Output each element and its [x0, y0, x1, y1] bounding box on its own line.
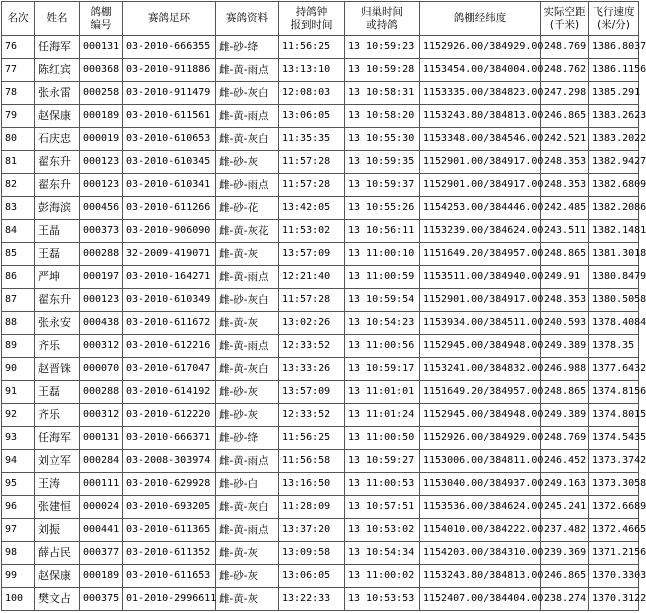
cell-distance: 249.163: [541, 473, 589, 496]
results-body: [2, 36, 646, 611]
table-row: [2, 36, 639, 59]
cell-ring: 03-2010-164271: [123, 266, 216, 289]
cell-clock-time: 13:09:58: [279, 542, 345, 565]
cell-info: 雌-黄-灰: [216, 542, 279, 565]
cell-rank: 87: [2, 289, 35, 312]
table-row: [2, 335, 639, 358]
cell-loft-no: 000123: [80, 174, 123, 197]
cell-ring: 03-2010-611365: [123, 519, 216, 542]
cell-clock-time: 11:53:02: [279, 220, 345, 243]
cell-loft-no: 000441: [80, 519, 123, 542]
cell-info: 雌-黄-雨点: [216, 105, 279, 128]
results-sheet: [1, 1, 646, 611]
cell-name: 陈红宾: [35, 59, 80, 82]
cell-info: 雌-黄-雨点: [216, 266, 279, 289]
table-row: [2, 496, 639, 519]
cell-clock-time: 11:56:58: [279, 450, 345, 473]
cell-return-time: 13 11:00:59: [345, 266, 420, 289]
header-speed: [589, 2, 639, 36]
cell-name: 翟东升: [35, 151, 80, 174]
cell-return-time: 13 10:55:30: [345, 128, 420, 151]
cell-return-time: 13 10:57:51: [345, 496, 420, 519]
cell-speed: 1373.3742: [589, 450, 639, 473]
cell-distance: 248.353: [541, 174, 589, 197]
cell-rank: 86: [2, 266, 35, 289]
cell-coords: 1152945.00/384948.00: [420, 335, 541, 358]
cell-ring: 03-2010-911886: [123, 59, 216, 82]
cell-loft-no: 000377: [80, 542, 123, 565]
cell-return-time: 13 10:58:20: [345, 105, 420, 128]
cell-loft-no: 000019: [80, 128, 123, 151]
table-row: [2, 519, 639, 542]
cell-info: 雌-砂-花: [216, 197, 279, 220]
cell-loft-no: 000312: [80, 404, 123, 427]
table-row: [2, 542, 639, 565]
cell-return-time: 13 11:01:24: [345, 404, 420, 427]
cell-name: 赵保康: [35, 105, 80, 128]
cell-speed: 1377.6432: [589, 358, 639, 381]
cell-coords: 1153511.00/384940.00: [420, 266, 541, 289]
cell-ring: 03-2010-610341: [123, 174, 216, 197]
header-name: 姓名: [35, 2, 80, 36]
header-loft-no-label: 鸽棚 编号: [90, 5, 112, 31]
table-row: [2, 588, 639, 611]
header-row: [2, 2, 639, 36]
cell-distance: 249.91: [541, 266, 589, 289]
cell-name: 任海军: [35, 427, 80, 450]
header-speed-label: 飞行速度 (米/分): [592, 5, 635, 31]
cell-rank: 97: [2, 519, 35, 542]
cell-coords: 1153040.00/384937.00: [420, 473, 541, 496]
cell-return-time: 13 10:59:37: [345, 174, 420, 197]
cell-coords: 1153934.00/384511.00: [420, 312, 541, 335]
cell-name: 王磊: [35, 243, 80, 266]
table-row: [2, 220, 639, 243]
cell-name: 任海军: [35, 36, 80, 59]
cell-distance: 248.769: [541, 36, 589, 59]
cell-distance: 248.865: [541, 381, 589, 404]
cell-distance: 248.353: [541, 151, 589, 174]
cell-return-time: 13 11:00:53: [345, 473, 420, 496]
cell-speed: 1378.4084: [589, 312, 639, 335]
cell-info: 雌-黄-灰: [216, 588, 279, 611]
cell-rank: 78: [2, 82, 35, 105]
cell-loft-no: 000024: [80, 496, 123, 519]
cell-distance: 248.865: [541, 243, 589, 266]
table-row: [2, 473, 639, 496]
cell-name: 薛占民: [35, 542, 80, 565]
cell-clock-time: 12:33:52: [279, 335, 345, 358]
cell-ring: 01-2010-2996611: [123, 588, 216, 611]
table-row: [2, 174, 639, 197]
cell-info: 雌-砂-灰: [216, 151, 279, 174]
cell-rank: 79: [2, 105, 35, 128]
cell-rank: 83: [2, 197, 35, 220]
cell-return-time: 13 11:00:02: [345, 565, 420, 588]
table-row: [2, 197, 639, 220]
cell-clock-time: 13:37:20: [279, 519, 345, 542]
cell-return-time: 13 10:59:27: [345, 450, 420, 473]
cell-distance: 246.452: [541, 450, 589, 473]
cell-coords: 1153241.00/384832.00: [420, 358, 541, 381]
cell-ring: 03-2010-666355: [123, 36, 216, 59]
cell-loft-no: 000284: [80, 450, 123, 473]
race-results-table: [1, 1, 646, 611]
cell-ring: 03-2010-611352: [123, 542, 216, 565]
cell-info: 雌-黄-灰花: [216, 220, 279, 243]
cell-loft-no: 000070: [80, 358, 123, 381]
cell-ring: 03-2010-611561: [123, 105, 216, 128]
cell-loft-no: 000123: [80, 289, 123, 312]
cell-coords: 1152901.00/384917.00: [420, 174, 541, 197]
table-row: [2, 82, 639, 105]
cell-distance: 246.865: [541, 105, 589, 128]
cell-speed: 1381.3018: [589, 243, 639, 266]
cell-name: 樊文占: [35, 588, 80, 611]
cell-coords: 1153239.00/384624.00: [420, 220, 541, 243]
cell-info: 雌-砂-白: [216, 473, 279, 496]
cell-info: 雌-砂-灰: [216, 381, 279, 404]
cell-clock-time: 13:06:05: [279, 105, 345, 128]
cell-return-time: 13 10:59:54: [345, 289, 420, 312]
cell-name: 刘振: [35, 519, 80, 542]
table-row: [2, 381, 639, 404]
cell-ring: 03-2010-611653: [123, 565, 216, 588]
cell-rank: 84: [2, 220, 35, 243]
cell-coords: 1152901.00/384917.00: [420, 151, 541, 174]
cell-loft-no: 000189: [80, 105, 123, 128]
cell-rank: 90: [2, 358, 35, 381]
cell-clock-time: 12:33:52: [279, 404, 345, 427]
cell-info: 雌-黄-灰: [216, 312, 279, 335]
cell-distance: 246.865: [541, 565, 589, 588]
cell-return-time: 13 10:59:28: [345, 59, 420, 82]
cell-clock-time: 11:28:09: [279, 496, 345, 519]
cell-ring: 03-2010-610653: [123, 128, 216, 151]
cell-info: 雌-砂-绛: [216, 427, 279, 450]
cell-name: 赵晋铢: [35, 358, 80, 381]
header-ring: 赛鸽足环: [123, 2, 216, 36]
table-row: [2, 450, 639, 473]
cell-distance: 242.521: [541, 128, 589, 151]
table-row: [2, 565, 639, 588]
cell-name: 王涛: [35, 473, 80, 496]
cell-ring: 32-2009-419071: [123, 243, 216, 266]
table-row: [2, 105, 639, 128]
cell-ring: 03-2010-611266: [123, 197, 216, 220]
cell-speed: 1380.8479: [589, 266, 639, 289]
cell-loft-no: 000288: [80, 243, 123, 266]
cell-clock-time: 13:42:05: [279, 197, 345, 220]
cell-name: 张永安: [35, 312, 80, 335]
cell-distance: 239.369: [541, 542, 589, 565]
cell-speed: 1372.6689: [589, 496, 639, 519]
header-return-time-label: 归巢时间 或持鸽: [361, 5, 403, 31]
cell-info: 雌-砂-绛: [216, 36, 279, 59]
header-rank: 名次: [2, 2, 35, 36]
cell-ring: 03-2010-611672: [123, 312, 216, 335]
cell-ring: 03-2008-303974: [123, 450, 216, 473]
cell-return-time: 13 11:01:01: [345, 381, 420, 404]
header-distance-label: 实际空距 (千米): [543, 5, 586, 31]
cell-rank: 92: [2, 404, 35, 427]
cell-distance: 240.593: [541, 312, 589, 335]
cell-name: 赵保康: [35, 565, 80, 588]
cell-name: 齐乐: [35, 404, 80, 427]
cell-clock-time: 11:35:35: [279, 128, 345, 151]
cell-name: 王磊: [35, 381, 80, 404]
cell-loft-no: 000189: [80, 565, 123, 588]
cell-info: 雌-黄-灰: [216, 243, 279, 266]
cell-ring: 03-2010-693205: [123, 496, 216, 519]
cell-clock-time: 13:33:26: [279, 358, 345, 381]
cell-return-time: 13 10:53:02: [345, 519, 420, 542]
table-row: [2, 266, 639, 289]
cell-ring: 03-2010-906090: [123, 220, 216, 243]
cell-clock-time: 11:57:28: [279, 151, 345, 174]
cell-rank: 88: [2, 312, 35, 335]
cell-return-time: 13 10:56:11: [345, 220, 420, 243]
cell-coords: 1152901.00/384917.00: [420, 289, 541, 312]
cell-speed: 1380.5058: [589, 289, 639, 312]
cell-speed: 1370.3303: [589, 565, 639, 588]
cell-speed: 1373.3058: [589, 473, 639, 496]
cell-name: 严坤: [35, 266, 80, 289]
cell-coords: 1152407.00/384404.00: [420, 588, 541, 611]
header-return-time: [345, 2, 420, 36]
cell-speed: 1378.35: [589, 335, 639, 358]
cell-speed: 1382.9427: [589, 151, 639, 174]
cell-coords: 1153243.80/384813.00: [420, 105, 541, 128]
cell-rank: 81: [2, 151, 35, 174]
cell-return-time: 13 10:54:34: [345, 542, 420, 565]
cell-rank: 89: [2, 335, 35, 358]
cell-distance: 249.389: [541, 335, 589, 358]
cell-coords: 1151649.20/384957.00: [420, 243, 541, 266]
cell-name: 彭海滨: [35, 197, 80, 220]
cell-speed: 1386.1156: [589, 59, 639, 82]
cell-speed: 1371.2156: [589, 542, 639, 565]
cell-info: 雌-黄-灰白: [216, 128, 279, 151]
cell-coords: 1154010.00/384222.00: [420, 519, 541, 542]
cell-rank: 98: [2, 542, 35, 565]
cell-clock-time: 12:08:03: [279, 82, 345, 105]
cell-name: 石庆忠: [35, 128, 80, 151]
cell-return-time: 13 10:58:31: [345, 82, 420, 105]
cell-info: 雌-黄-雨点: [216, 519, 279, 542]
cell-loft-no: 000438: [80, 312, 123, 335]
cell-rank: 76: [2, 36, 35, 59]
cell-name: 翟东升: [35, 289, 80, 312]
cell-info: 雌-砂-灰白: [216, 289, 279, 312]
cell-loft-no: 000456: [80, 197, 123, 220]
cell-speed: 1374.8015: [589, 404, 639, 427]
cell-loft-no: 000197: [80, 266, 123, 289]
cell-speed: 1370.3122: [589, 588, 639, 611]
cell-return-time: 13 10:59:35: [345, 151, 420, 174]
cell-clock-time: 13:57:09: [279, 381, 345, 404]
cell-rank: 80: [2, 128, 35, 151]
header-clock-time-label: 持鸽钟 报到时间: [290, 5, 333, 31]
cell-distance: 248.769: [541, 427, 589, 450]
cell-info: 雌-黄-雨点: [216, 335, 279, 358]
cell-name: 王晶: [35, 220, 80, 243]
cell-clock-time: 11:57:28: [279, 174, 345, 197]
cell-ring: 03-2010-614192: [123, 381, 216, 404]
cell-loft-no: 000131: [80, 427, 123, 450]
cell-speed: 1372.4665: [589, 519, 639, 542]
cell-clock-time: 12:21:40: [279, 266, 345, 289]
cell-info: 雌-砂-雨点: [216, 174, 279, 197]
cell-info: 雌-砂-灰白: [216, 82, 279, 105]
cell-ring: 03-2010-610345: [123, 151, 216, 174]
cell-ring: 03-2010-666371: [123, 427, 216, 450]
cell-return-time: 13 10:59:17: [345, 358, 420, 381]
cell-clock-time: 13:16:50: [279, 473, 345, 496]
cell-return-time: 13 10:59:23: [345, 36, 420, 59]
cell-clock-time: 13:22:33: [279, 588, 345, 611]
table-row: [2, 151, 639, 174]
cell-name: 张建恒: [35, 496, 80, 519]
cell-clock-time: 13:57:09: [279, 243, 345, 266]
cell-speed: 1382.2086: [589, 197, 639, 220]
cell-rank: 100: [2, 588, 35, 611]
cell-info: 雌-砂-灰: [216, 404, 279, 427]
cell-distance: 242.485: [541, 197, 589, 220]
cell-info: 雌-砂-灰: [216, 565, 279, 588]
cell-coords: 1153348.00/384546.00: [420, 128, 541, 151]
cell-speed: 1386.8037: [589, 36, 639, 59]
table-row: [2, 243, 639, 266]
cell-coords: 1153454.00/384004.00: [420, 59, 541, 82]
cell-clock-time: 13:06:05: [279, 565, 345, 588]
cell-speed: 1385.291: [589, 82, 639, 105]
cell-name: 刘立军: [35, 450, 80, 473]
cell-clock-time: 13:02:26: [279, 312, 345, 335]
cell-coords: 1152926.00/384929.00: [420, 36, 541, 59]
cell-loft-no: 000111: [80, 473, 123, 496]
cell-speed: 1374.8156: [589, 381, 639, 404]
cell-info: 雌-黄-灰白: [216, 358, 279, 381]
table-row: [2, 59, 639, 82]
cell-info: 雌-黄-雨点: [216, 450, 279, 473]
table-row: [2, 358, 639, 381]
cell-name: 张永雷: [35, 82, 80, 105]
cell-coords: 1153006.00/384811.00: [420, 450, 541, 473]
table-row: [2, 289, 639, 312]
cell-coords: 1154203.00/384310.00: [420, 542, 541, 565]
cell-return-time: 13 10:53:53: [345, 588, 420, 611]
cell-rank: 85: [2, 243, 35, 266]
cell-distance: 243.511: [541, 220, 589, 243]
cell-clock-time: 11:56:25: [279, 427, 345, 450]
cell-speed: 1374.5435: [589, 427, 639, 450]
cell-name: 齐乐: [35, 335, 80, 358]
cell-distance: 238.274: [541, 588, 589, 611]
cell-distance: 246.988: [541, 358, 589, 381]
header-coords: 鸽棚经纬度: [420, 2, 541, 36]
cell-loft-no: 000288: [80, 381, 123, 404]
cell-info: 雌-黄-雨点: [216, 59, 279, 82]
cell-coords: 1153536.00/384624.00: [420, 496, 541, 519]
cell-distance: 237.482: [541, 519, 589, 542]
cell-ring: 03-2010-612220: [123, 404, 216, 427]
table-row: [2, 404, 639, 427]
cell-rank: 77: [2, 59, 35, 82]
cell-rank: 96: [2, 496, 35, 519]
cell-return-time: 13 10:54:23: [345, 312, 420, 335]
cell-ring: 03-2010-629928: [123, 473, 216, 496]
cell-coords: 1154253.00/384446.00: [420, 197, 541, 220]
cell-speed: 1383.2022: [589, 128, 639, 151]
header-clock-time: [279, 2, 345, 36]
cell-speed: 1382.1481: [589, 220, 639, 243]
cell-rank: 95: [2, 473, 35, 496]
cell-rank: 82: [2, 174, 35, 197]
cell-rank: 93: [2, 427, 35, 450]
cell-rank: 91: [2, 381, 35, 404]
cell-distance: 249.389: [541, 404, 589, 427]
cell-loft-no: 000123: [80, 151, 123, 174]
cell-loft-no: 000131: [80, 36, 123, 59]
table-row: [2, 312, 639, 335]
cell-clock-time: 13:13:10: [279, 59, 345, 82]
cell-coords: 1153243.80/384813.00: [420, 565, 541, 588]
cell-speed: 1383.2623: [589, 105, 639, 128]
cell-clock-time: 11:56:25: [279, 36, 345, 59]
cell-speed: 1382.6809: [589, 174, 639, 197]
cell-loft-no: 000375: [80, 588, 123, 611]
cell-return-time: 13 11:00:56: [345, 335, 420, 358]
cell-distance: 245.241: [541, 496, 589, 519]
cell-clock-time: 11:57:28: [279, 289, 345, 312]
cell-name: 翟东升: [35, 174, 80, 197]
cell-ring: 03-2010-911479: [123, 82, 216, 105]
cell-loft-no: 000258: [80, 82, 123, 105]
cell-return-time: 13 10:55:26: [345, 197, 420, 220]
cell-distance: 248.762: [541, 59, 589, 82]
cell-rank: 99: [2, 565, 35, 588]
cell-coords: 1152926.00/384929.00: [420, 427, 541, 450]
cell-coords: 1151649.20/384957.00: [420, 381, 541, 404]
cell-loft-no: 000312: [80, 335, 123, 358]
cell-coords: 1153335.00/384823.00: [420, 82, 541, 105]
header-loft-no: [80, 2, 123, 36]
cell-ring: 03-2010-612216: [123, 335, 216, 358]
cell-loft-no: 000368: [80, 59, 123, 82]
cell-return-time: 13 11:00:50: [345, 427, 420, 450]
header-distance: [541, 2, 589, 36]
cell-return-time: 13 11:00:10: [345, 243, 420, 266]
cell-ring: 03-2010-610349: [123, 289, 216, 312]
table-row: [2, 427, 639, 450]
cell-info: 雌-黄-灰白: [216, 496, 279, 519]
header-info: 赛鸽资料: [216, 2, 279, 36]
table-row: [2, 128, 639, 151]
cell-loft-no: 000373: [80, 220, 123, 243]
cell-distance: 248.353: [541, 289, 589, 312]
cell-rank: 94: [2, 450, 35, 473]
cell-ring: 03-2010-617047: [123, 358, 216, 381]
cell-distance: 247.298: [541, 82, 589, 105]
cell-coords: 1152945.00/384948.00: [420, 404, 541, 427]
